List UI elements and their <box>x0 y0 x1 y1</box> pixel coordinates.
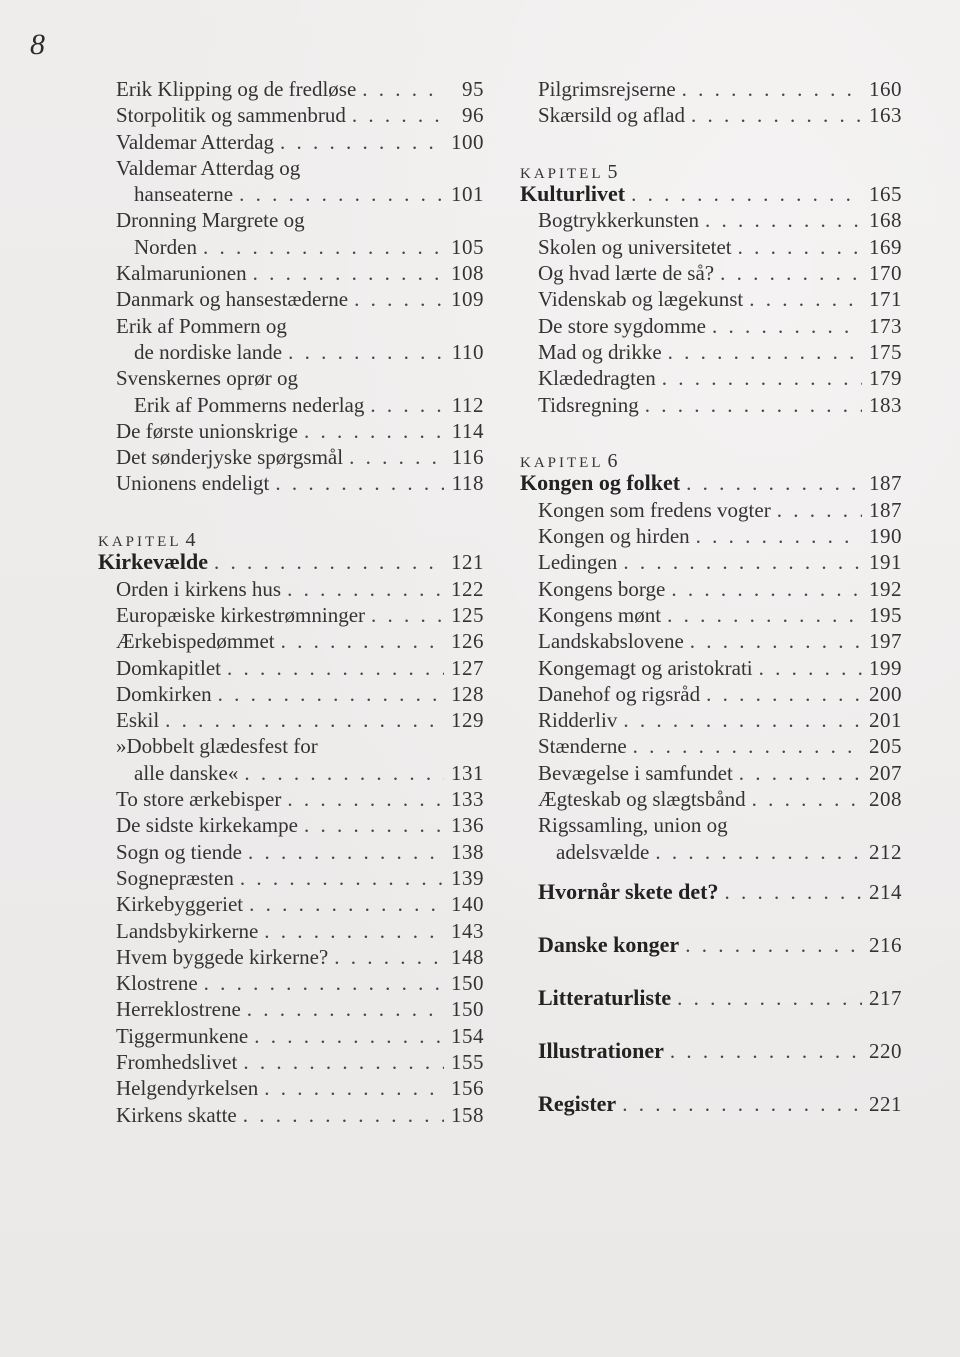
entry-title: Danmark og hansestæderne <box>116 287 349 312</box>
toc-entry[interactable] <box>98 602 484 628</box>
entry-page: 220 <box>869 1038 902 1063</box>
toc-entry[interactable] <box>98 733 484 759</box>
toc-entry[interactable] <box>98 313 484 339</box>
entry-page: 156 <box>451 1076 484 1101</box>
entry-page: 191 <box>869 550 902 575</box>
entry-title-continuation: adelsvælde <box>556 839 650 864</box>
entry-page: 190 <box>869 524 902 549</box>
entry-page: 155 <box>451 1049 484 1074</box>
leader-dots <box>645 392 862 418</box>
toc-entry[interactable] <box>98 76 484 102</box>
leader-dots <box>287 786 444 812</box>
leader-dots <box>287 576 444 602</box>
toc-entry[interactable] <box>520 497 902 523</box>
entry-page: 131 <box>451 760 484 785</box>
entry-title: Mad og drikke <box>538 339 662 364</box>
entry-page: 208 <box>869 787 902 812</box>
entry-title: Kongemagt og aristokrati <box>538 655 753 680</box>
entry-page: 179 <box>869 366 902 391</box>
leader-dots <box>264 1075 444 1101</box>
toc-entry[interactable] <box>98 891 484 917</box>
entry-page: 214 <box>869 879 902 904</box>
leader-dots <box>696 523 862 549</box>
entry-page: 100 <box>451 129 484 154</box>
leader-dots <box>280 129 444 155</box>
toc-section-heading[interactable] <box>520 865 902 918</box>
leader-dots <box>623 549 862 575</box>
toc-chapter-heading[interactable]: Kongen og folket . . . 187 <box>520 470 902 496</box>
leader-dots <box>670 1025 862 1078</box>
leader-dots <box>739 760 862 786</box>
toc-entry[interactable] <box>98 865 484 891</box>
toc-entry[interactable] <box>98 392 484 418</box>
toc-entry[interactable] <box>98 181 484 207</box>
entry-title: Domkapitlet <box>116 655 221 680</box>
entry-title: Helgendyrkelsen <box>116 1076 259 1101</box>
leader-dots <box>759 655 862 681</box>
entry-title: Pilgrimsrejserne <box>538 77 676 101</box>
leader-dots <box>243 1049 444 1075</box>
entry-page: 129 <box>451 708 484 733</box>
leader-dots <box>249 891 444 917</box>
entry-title-continuation: alle danske« <box>134 760 239 785</box>
entry-page: 95 <box>462 77 484 101</box>
toc-chapter-heading[interactable]: Kirkevælde . . . 121 <box>98 549 484 575</box>
leader-dots <box>247 996 444 1022</box>
entry-title: Kirkens skatte <box>116 1102 237 1127</box>
entry-page: 169 <box>869 234 902 259</box>
entry-title: Ridderliv <box>538 708 618 733</box>
entry-page: 217 <box>869 985 902 1010</box>
entry-title: Kirkebyggeriet <box>116 892 244 917</box>
entry-page: 207 <box>869 760 902 785</box>
leader-dots <box>254 1023 444 1049</box>
entry-page: 108 <box>451 261 484 286</box>
leader-dots <box>304 812 444 838</box>
entry-page: 163 <box>869 103 902 128</box>
entry-page: 133 <box>451 787 484 812</box>
entry-title: To store ærkebisper <box>116 787 282 812</box>
entry-title: Landsbykirkerne <box>116 918 259 943</box>
entry-title: Unionens endeligt <box>116 471 270 496</box>
entry-title: Sognepræsten <box>116 865 234 890</box>
leader-dots <box>371 602 444 628</box>
entry-title: Bevægelse i samfundet <box>538 760 733 785</box>
toc-entry[interactable] <box>98 1023 484 1049</box>
entry-title: Erik af Pommern og <box>116 313 287 338</box>
entry-title: Kalmarunionen <box>116 261 247 286</box>
leader-dots <box>227 655 444 681</box>
entry-page: 112 <box>451 392 484 417</box>
toc-entry[interactable] <box>98 207 484 233</box>
leader-dots <box>682 76 862 102</box>
leader-dots <box>749 286 862 312</box>
entry-title: Storpolitik og sammenbrud <box>116 103 346 128</box>
entry-title: Register <box>538 1090 617 1116</box>
entry-page: 143 <box>451 918 484 943</box>
toc-entry[interactable] <box>520 760 902 786</box>
entry-page: 212 <box>869 839 902 864</box>
entry-title: Illustrationer <box>538 1037 664 1063</box>
leader-dots <box>633 733 862 759</box>
entry-title: Svenskernes oprør og <box>116 366 298 391</box>
entry-page: 105 <box>451 234 484 259</box>
chapter-label: KAPITEL 5 <box>520 160 618 183</box>
entry-title: Danehof og rigsråd <box>538 681 701 706</box>
entry-title: Videnskab og lægekunst <box>538 287 744 312</box>
entry-page: 183 <box>869 392 902 417</box>
entry-page: 128 <box>451 681 484 706</box>
entry-title: Kongens mønt <box>538 602 662 627</box>
entry-page: 187 <box>869 497 902 522</box>
toc-left-column <box>98 76 484 1128</box>
toc-entry[interactable] <box>520 76 902 102</box>
toc-entry[interactable] <box>98 996 484 1022</box>
entry-title: Bogtrykkerkunsten <box>538 208 699 233</box>
entry-page: 126 <box>451 629 484 654</box>
toc-entry[interactable] <box>98 655 484 681</box>
entry-page: 158 <box>451 1102 484 1127</box>
leader-dots <box>248 839 444 865</box>
entry-page: 168 <box>869 208 902 233</box>
entry-page: 114 <box>451 418 484 443</box>
leader-dots <box>720 260 862 286</box>
toc-entry[interactable] <box>520 549 902 575</box>
leader-dots <box>706 681 862 707</box>
toc-entry[interactable] <box>98 681 484 707</box>
toc-section-heading[interactable] <box>520 918 902 971</box>
toc-entry[interactable] <box>520 812 902 838</box>
entry-title: Skolen og universitetet <box>538 234 732 259</box>
entry-title-continuation: de nordiske lande <box>134 339 283 364</box>
entry-title: Hvornår skete det? <box>538 878 719 904</box>
leader-dots <box>275 470 444 496</box>
toc-entry[interactable] <box>520 655 902 681</box>
toc-chapter-heading[interactable]: Kulturlivet . . . 165 <box>520 181 902 207</box>
entry-title: Dronning Margrete og <box>116 208 305 233</box>
toc-entry[interactable] <box>98 418 484 444</box>
toc-entry[interactable] <box>98 260 484 286</box>
toc-entry[interactable] <box>520 207 902 233</box>
entry-page: 109 <box>451 287 484 312</box>
entry-title: Valdemar Atterdag <box>116 129 275 154</box>
entry-title: Klostrene <box>116 971 198 996</box>
entry-title: Danske konger <box>538 931 680 957</box>
entry-page: 173 <box>869 313 902 338</box>
entry-title: Europæiske kirkestrømninger <box>116 602 366 627</box>
entry-page: 139 <box>451 865 484 890</box>
entry-title-continuation: Norden <box>134 234 197 259</box>
toc-entry[interactable] <box>520 339 902 365</box>
leader-dots <box>623 707 862 733</box>
toc-entry[interactable] <box>98 1075 484 1101</box>
leader-dots <box>281 628 444 654</box>
toc-section-heading[interactable] <box>520 1077 902 1130</box>
toc-entry[interactable] <box>98 707 484 733</box>
entry-title: Rigssamling, union og <box>538 813 728 838</box>
toc-entry[interactable] <box>520 628 902 654</box>
entry-title: Skærsild og aflad <box>538 103 685 128</box>
entry-title: Klædedragten <box>538 366 656 391</box>
toc-entry[interactable] <box>98 944 484 970</box>
leader-dots <box>705 207 862 233</box>
toc-entry[interactable] <box>98 839 484 865</box>
entry-title: Ægteskab og slægtsbånd <box>538 787 746 812</box>
leader-dots <box>622 1078 862 1131</box>
toc-right-column <box>520 76 902 1130</box>
entry-page: 136 <box>451 813 484 838</box>
toc-entry[interactable] <box>520 576 902 602</box>
entry-page: 116 <box>451 445 484 470</box>
entry-page: 170 <box>869 261 902 286</box>
toc-entry[interactable] <box>98 129 484 155</box>
toc-entry[interactable] <box>520 234 902 260</box>
entry-title: De store sygdomme <box>538 313 706 338</box>
leader-dots <box>244 760 444 786</box>
entry-page: 118 <box>451 471 484 496</box>
toc-entry[interactable] <box>520 733 902 759</box>
entry-title: Sogn og tiende <box>116 839 242 864</box>
entry-page: 154 <box>451 1023 484 1048</box>
entry-page: 201 <box>869 708 902 733</box>
entry-title: Eskil <box>116 708 160 733</box>
entry-page: 199 <box>869 655 902 680</box>
leader-dots <box>712 313 862 339</box>
leader-dots <box>662 365 862 391</box>
leader-dots <box>362 76 444 102</box>
toc-entry[interactable] <box>98 286 484 312</box>
toc-entry[interactable] <box>98 812 484 838</box>
entry-title: Tiggermunkene <box>116 1023 249 1048</box>
toc-entry[interactable] <box>98 102 484 128</box>
toc-entry[interactable] <box>98 760 484 786</box>
entry-page: 148 <box>451 944 484 969</box>
leader-dots <box>667 602 862 628</box>
leader-dots <box>204 970 444 996</box>
leader-dots <box>203 234 444 260</box>
toc-entry[interactable] <box>98 444 484 470</box>
toc-entry[interactable] <box>98 1102 484 1128</box>
toc-entry[interactable] <box>520 313 902 339</box>
leader-dots <box>243 1102 444 1128</box>
toc-entry[interactable] <box>98 918 484 944</box>
entry-page: 150 <box>451 971 484 996</box>
entry-title: Herreklostrene <box>116 997 241 1022</box>
leader-dots <box>240 865 444 891</box>
entry-title: Hvem byggede kirkerne? <box>116 944 329 969</box>
entry-page: 110 <box>451 339 484 364</box>
toc-entry[interactable] <box>520 786 902 812</box>
leader-dots <box>334 944 444 970</box>
entry-title: Stænderne <box>538 734 627 759</box>
entry-title: Ærkebispedømmet <box>116 629 275 654</box>
leader-dots <box>655 839 862 865</box>
leader-dots <box>304 418 444 444</box>
leader-dots <box>352 102 444 128</box>
leader-dots <box>668 339 862 365</box>
leader-dots <box>218 681 444 707</box>
entry-title: Kongen som fredens vogter <box>538 497 771 522</box>
toc-section-heading[interactable] <box>520 1024 902 1077</box>
entry-page: 160 <box>869 77 902 101</box>
leader-dots <box>253 260 444 286</box>
leader-dots <box>264 918 444 944</box>
entry-title: Kongen og hirden <box>538 524 690 549</box>
toc-entry[interactable] <box>98 470 484 496</box>
entry-page: 122 <box>451 576 484 601</box>
entry-title: Domkirken <box>116 681 212 706</box>
entry-title: »Dobbelt glædesfest for <box>116 734 318 759</box>
entry-page: 127 <box>451 655 484 680</box>
entry-title: Det sønderjyske spørgsmål <box>116 445 344 470</box>
entry-title: Landskabslovene <box>538 629 684 654</box>
entry-title: Valdemar Atterdag og <box>116 155 301 180</box>
leader-dots <box>671 576 862 602</box>
toc-entry[interactable] <box>98 970 484 996</box>
leader-dots <box>288 339 444 365</box>
entry-page: 125 <box>451 602 484 627</box>
page-number: 8 <box>30 28 45 61</box>
entry-page: 101 <box>451 182 484 207</box>
leader-dots <box>370 392 444 418</box>
leader-dots <box>349 444 444 470</box>
entry-title: Kongens borge <box>538 576 666 601</box>
toc-entry[interactable] <box>520 260 902 286</box>
entry-title: Orden i kirkens hus <box>116 576 282 601</box>
entry-page: 192 <box>869 576 902 601</box>
entry-title: De første unionskrige <box>116 418 298 443</box>
toc-entry[interactable] <box>98 365 484 391</box>
chapter-label: KAPITEL 4 <box>98 529 196 552</box>
toc-entry[interactable] <box>98 155 484 181</box>
chapter-label: KAPITEL 6 <box>520 450 618 473</box>
toc-entry[interactable] <box>98 339 484 365</box>
toc-entry[interactable] <box>520 286 902 312</box>
toc-entry[interactable] <box>98 1049 484 1075</box>
leader-dots <box>685 919 862 972</box>
toc-entry[interactable] <box>98 628 484 654</box>
toc-entry[interactable] <box>520 681 902 707</box>
entry-page: 205 <box>869 734 902 759</box>
leader-dots <box>690 628 862 654</box>
leader-dots <box>752 786 862 812</box>
entry-page: 197 <box>869 629 902 654</box>
entry-page: 138 <box>451 839 484 864</box>
entry-title-continuation: hanseaterne <box>134 182 234 207</box>
entry-title-continuation: Erik af Pommerns nederlag <box>134 392 365 417</box>
toc-entry[interactable] <box>98 576 484 602</box>
leader-dots <box>239 181 444 207</box>
leader-dots <box>677 972 862 1025</box>
entry-title: Tidsregning <box>538 392 639 417</box>
entry-title: Og hvad lærte de så? <box>538 261 715 286</box>
entry-page: 175 <box>869 339 902 364</box>
toc-entry[interactable] <box>520 102 902 128</box>
leader-dots <box>354 286 444 312</box>
entry-page: 221 <box>869 1091 902 1116</box>
entry-page: 150 <box>451 997 484 1022</box>
toc-entry[interactable] <box>520 602 902 628</box>
entry-title: Ledingen <box>538 550 618 575</box>
leader-dots <box>777 497 862 523</box>
leader-dots <box>738 234 862 260</box>
entry-title: Fromhedslivet <box>116 1049 238 1074</box>
leader-dots <box>691 102 862 128</box>
entry-title: Erik Klipping og de fredløse <box>116 77 357 101</box>
toc-entry[interactable] <box>520 365 902 391</box>
entry-page: 195 <box>869 602 902 627</box>
entry-page: 171 <box>869 287 902 312</box>
leader-dots <box>165 707 444 733</box>
toc-entry[interactable] <box>520 839 902 865</box>
entry-title: De sidste kirkekampe <box>116 813 298 838</box>
entry-page: 96 <box>462 103 484 128</box>
entry-page: 216 <box>869 932 902 957</box>
entry-page: 140 <box>451 892 484 917</box>
entry-page: 200 <box>869 681 902 706</box>
toc-entry[interactable] <box>98 786 484 812</box>
toc-entry[interactable] <box>520 707 902 733</box>
toc-entry[interactable] <box>98 234 484 260</box>
toc-section-heading[interactable] <box>520 971 902 1024</box>
toc-entry[interactable] <box>520 523 902 549</box>
leader-dots <box>724 866 862 919</box>
toc-entry[interactable] <box>520 392 902 418</box>
entry-title: Litteraturliste <box>538 984 672 1010</box>
